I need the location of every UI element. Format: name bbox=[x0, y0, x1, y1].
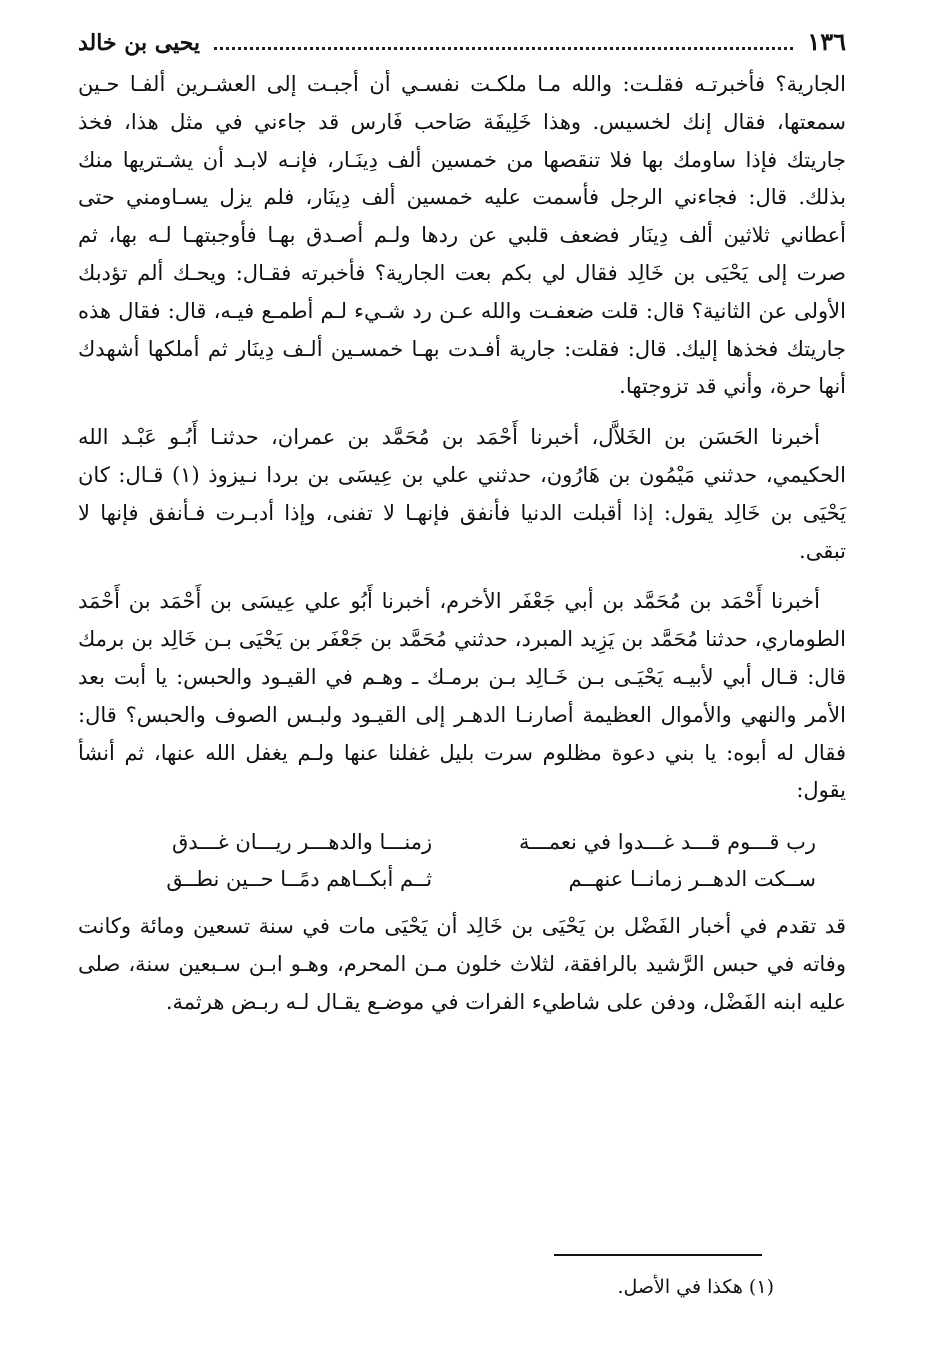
paragraph-closing: قد تقدم في أخبار الفَضْل بن يَحْيَى بن خَالِد أن يَحْيَى مات في سنة تسعين ومائة وكانت وفاته في حبس الرَّشيد بالرافقة، لثلاث خلون مـن المحرم، وهـو ابـن سـبعين سنة، صلى عليه ابنه الفَضْل، ودفن على شاطيء الفرات في موضـع يقـال لـه ربـض هرثمة. bbox=[78, 914, 846, 1014]
paragraph-hadith-2: أخبرنا أَحْمَد بن مُحَمَّد بن أبي جَعْفَر الأخرم، أخبرنا أَبُو علي عِيسَى بن أَحْمَد بن أَحْمَد الطوماري، حدثنا مُحَمَّد بن يَزِيد المبرد، حدثني مُحَمَّد بن جَعْفَر بن يَحْيَى بـن خَالِد بن برمك قال: قـال أبي لأبيـه يَحْيَـى بـن خَـالِد بـن برمـك ـ وهـم في القيـود والحبس: يا أبت بعد الأمر والنهي والأموال العظيمة أصارنـا الدهـر إلى القيـود ولبـس الصوف والحبس؟ قال: فقال له أبوه: يا بني دعوة مظلوم سرت بليل غفلنا عنها ولـم يغفل الله عنها، ثم أنشأ يقول: bbox=[78, 589, 846, 803]
verse-second-hemistich: ثــم أبكــاهم دمًــا حــين نطــق bbox=[166, 867, 433, 892]
document-page bbox=[78, 22, 846, 1022]
footnote: (١) هكذا في الأصل. bbox=[617, 1276, 774, 1298]
poem-verse bbox=[78, 861, 846, 898]
verse-first-hemistich: ســكت الدهــر زمانــا عنهــم bbox=[568, 867, 816, 892]
footnote-divider bbox=[554, 1254, 762, 1256]
running-header bbox=[78, 22, 846, 66]
page-number: ١٣٦ bbox=[807, 27, 846, 56]
paragraph-continuation: الجارية؟ فأخبرتـه فقلـت: والله مـا ملكـت نفسـي أن أجبـت إلى العشـرين ألفـا حـين سمعتها، فقال إنك لخسيس. وهذا خَلِيفَة صَاحب فَارس قد جاءني في مثل هذا، فخذ جاريتك فإذا ساومك بها فلا تنقصها من خمسين ألف دِينَـار، فإنـه لابـد أن يشـتريها منك بذلك. قال: فجاءني الرجل فأسمت عليه خمسين ألف دِينَار، فلم يزل يسـاومني حتى أعطاني ثلاثين ألف دِينَار فضعف قلبي عن ردها ولـم أصـدق بهـا فأوجبتهـا لـه بها، ثم صرت إلى يَحْيَى بن خَالِد فقال لي بكم بعت الجارية؟ فأخبرته فقـال: ويحـك ألم تؤدبك الأولى عن الثانية؟ قال: قلت ضعفـت والله عـن رد شـيء لـم أطمـع فيـه، قال: فقال هذه جاريتك فخذها إليك. قال: فقلت: جارية أفـدت بهـا خمسـين ألـف دِينَار ثم أملكها أشهدك أنها حرة، وأني قد تزوجتها. bbox=[78, 72, 846, 399]
paragraph-hadith-1: أخبرنا الحَسَن بن الخَلاَّل، أخبرنا أَحْمَد بن مُحَمَّد بن عمران، حدثنـا أَبُـو عَبْـد الله الحكيمي، حدثني مَيْمُون بن هَارُون، حدثني علي بن عِيسَى بن بردا نـيزوذ (١) قـال: كان يَحْيَى بن خَالِد يقول: إذا أقبلت الدنيا فأنفق فإنهـا لا تفنى، وإذا أدبـرت فـأنفق فإنها لا تبقى. bbox=[78, 425, 846, 563]
verse-first-hemistich: رب قـــوم قـــد غـــدوا في نعمـــة bbox=[519, 830, 816, 855]
running-title: يحيى بن خالد bbox=[78, 30, 201, 56]
poem-block bbox=[78, 824, 846, 898]
verse-second-hemistich: زمنـــا والدهـــر ريـــان غـــدق bbox=[171, 830, 433, 855]
poem-verse bbox=[78, 824, 846, 861]
header-leader-dots bbox=[214, 27, 793, 50]
